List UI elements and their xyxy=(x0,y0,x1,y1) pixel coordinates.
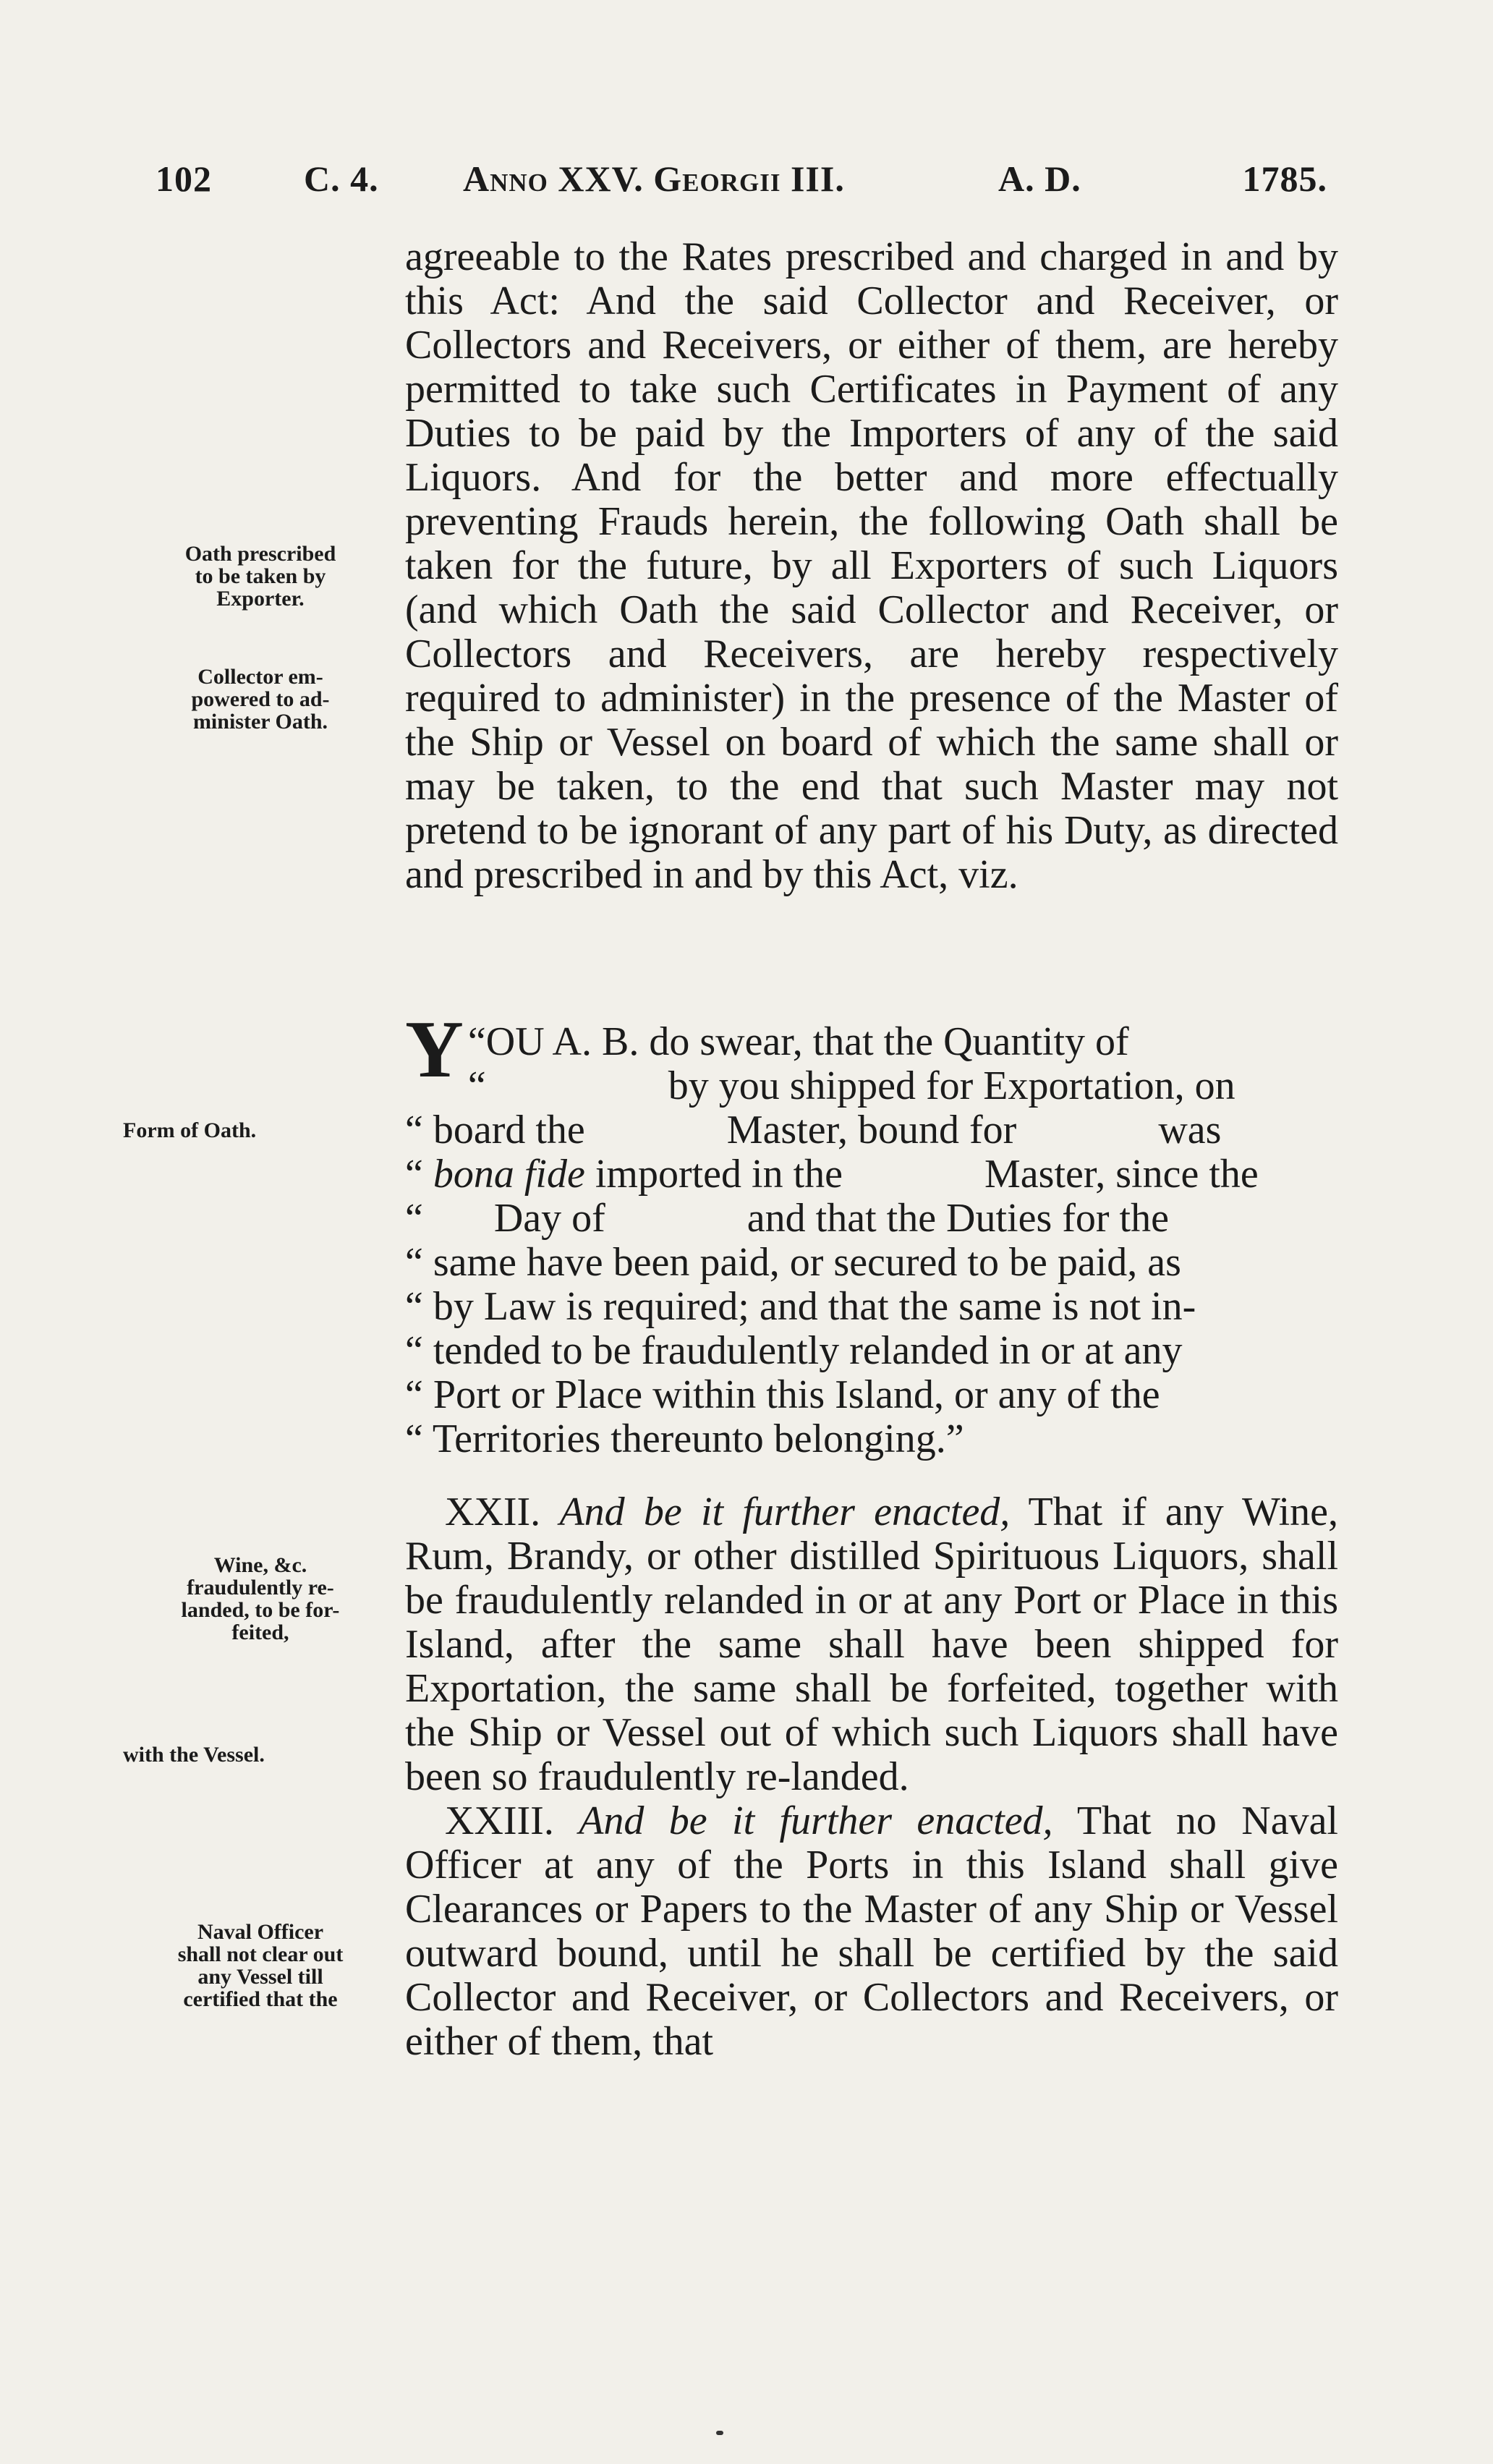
oath-italic-text: bona fide xyxy=(433,1152,585,1197)
section-text: That if any Wine, Rum, Brandy, or other distilled Spirituous Liquors, shall be fraudulently relanded in or at any Port or Place in this Island, after the same shall have been shipped for Exportation, the same shall be forfeited, together with the Ship or Vessel out of which such Liquors shall have been so fraudulently re-landed. xyxy=(405,1490,1338,1799)
side-note-form-of-oath: Form of Oath. xyxy=(123,1118,257,1142)
enacting-clause: And be it further enacted, xyxy=(579,1798,1053,1843)
year: 1785. xyxy=(1242,158,1327,199)
section-22 xyxy=(405,1490,1338,1799)
oath-line-10: “ Territories thereunto belonging.” xyxy=(405,1416,964,1461)
oath-text: imported in the Master, since the xyxy=(584,1152,1259,1197)
ink-mark xyxy=(716,2431,723,2435)
side-note-naval-officer: Naval Officer shall not clear out any Vessel till certified that the xyxy=(177,1920,344,2011)
side-note-collector-empowered: Collector em- powered to ad- minister Oath. xyxy=(191,665,330,734)
dropcap: Y xyxy=(405,1005,464,1095)
section-text: That no Naval Officer at any of the Ports in this Island shall give Clearances or Papers to the Master of any Ship or Vessel outward bound, until he shall be certified by the said Collector and Receiver, or Collectors and Receivers, or either of them, that xyxy=(405,1798,1338,2064)
oath-line-4 xyxy=(405,1152,1338,1197)
oath-line-9: “ Port or Place within this Island, or any of the xyxy=(405,1372,1160,1417)
side-note-with-vessel: with the Vessel. xyxy=(123,1743,265,1767)
section-23 xyxy=(405,1799,1338,2064)
anno-domini: A. D. xyxy=(998,158,1081,199)
enacting-clause: And be it further enacted, xyxy=(559,1490,1011,1534)
page-number: 102 xyxy=(156,158,212,199)
running-head xyxy=(156,158,1327,208)
oath-line-6: “ same have been paid, or secured to be paid, as xyxy=(405,1240,1181,1285)
chapter-number: C. 4. xyxy=(304,158,379,199)
oath-line-8: “ tended to be fraudulently relanded in or at any xyxy=(405,1328,1183,1373)
oath-line-5: “ Day of and that the Duties for the xyxy=(405,1196,1169,1241)
side-note-oath-prescribed: Oath prescribed to be taken by Exporter. xyxy=(184,542,336,611)
body-paragraph-1 xyxy=(405,235,1338,897)
oath-text: “ xyxy=(405,1152,433,1197)
paragraph-text: agreeable to the Rates prescribed and charged in and by this Act: And the said Collector and Receiver, or Collectors and Receivers, or either of them, are hereby permitted to take such Certificates in Payment of any Duties to be paid by the Importers of any of the said Liquors. And for the better and more effectually preventing Frauds herein, the following Oath shall be taken for the future, by all Exporters of such Liquors (and which Oath the said Collector and Receiver, or Collectors and Receivers, are hereby respectively required to administer) in the presence of the Master of the Ship or Vessel on board of which the same shall or may be taken, to the end that such Master may not pretend to be ignorant of any part of his Duty, as directed and prescribed in and by this Act, viz. xyxy=(405,234,1338,897)
regnal-year: Anno XXV. Georgii III. xyxy=(463,158,845,199)
side-note-wine-relanded: Wine, &c. fraudulently re- landed, to be for- feited, xyxy=(181,1553,340,1644)
open-quote: “ xyxy=(467,1019,486,1064)
oath-form xyxy=(405,1005,1338,1461)
oath-line-2: “ by you shipped for Exportation, on xyxy=(467,1063,1235,1108)
sections-22-23 xyxy=(405,1490,1338,2064)
oath-line-7: “ by Law is required; and that the same is not in- xyxy=(405,1284,1196,1329)
section-number: XXII. xyxy=(445,1490,541,1534)
oath-text: OU A. B. do swear, that the Quantity of xyxy=(485,1019,1129,1064)
section-number: XXIII. xyxy=(445,1798,554,1843)
oath-line-3: “ board the Master, bound for was xyxy=(405,1108,1222,1152)
